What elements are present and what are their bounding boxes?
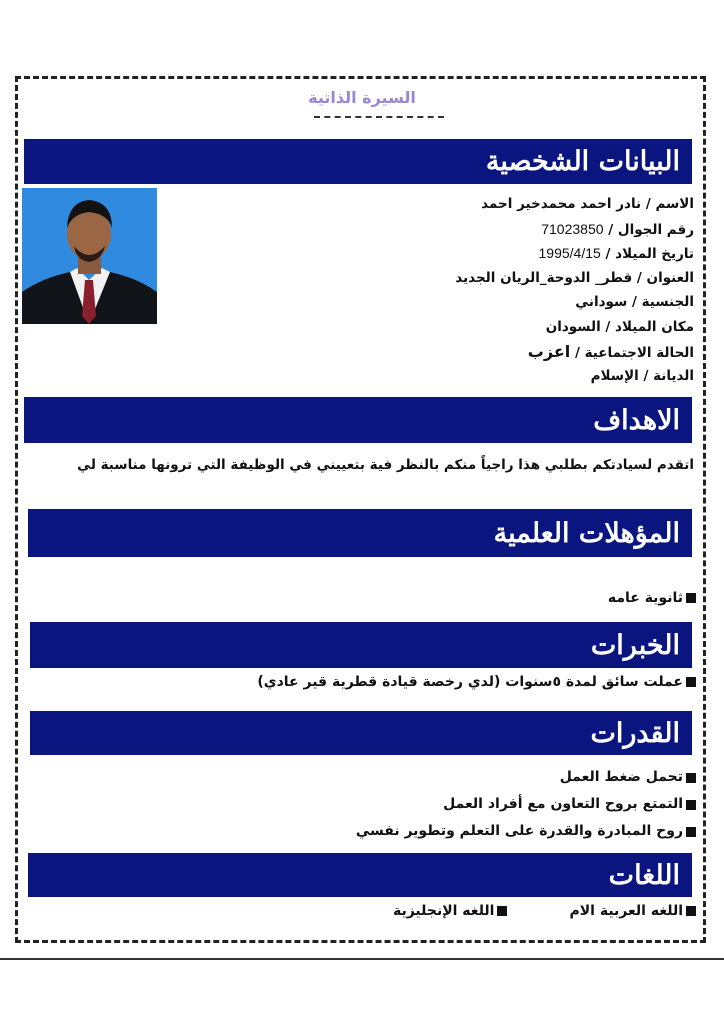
abilities-list	[356, 764, 696, 845]
qualifications-list	[608, 590, 696, 606]
section-experience-title: الخبرات	[590, 629, 680, 661]
section-qualifications-header	[28, 509, 692, 557]
info-nationality: الجنسية / سوداني	[575, 294, 694, 311]
section-languages-header	[28, 853, 692, 897]
list-item: اللغه العربية الام	[569, 903, 696, 919]
bottom-divider	[0, 958, 724, 960]
info-religion: الديانة / الإسلام	[590, 368, 694, 385]
title-underline	[314, 116, 444, 118]
section-abilities-title: القدرات	[590, 717, 680, 749]
languages-list	[393, 903, 696, 919]
list-item: ثانوية عامه	[608, 590, 696, 606]
info-birthdate: تاريخ الميلاد / 1995/4/15	[538, 245, 694, 263]
info-phone: رقم الجوال / 71023850	[541, 220, 694, 238]
bullet-square-icon	[686, 593, 696, 603]
section-personal-header	[24, 139, 692, 184]
list-item: اللغه الإنجليزية	[393, 903, 508, 919]
experience-list	[257, 674, 696, 690]
section-experience-header	[30, 622, 692, 668]
personal-info-list	[455, 192, 694, 389]
section-abilities-header	[30, 711, 692, 755]
list-item: عملت سائق لمدة ٥سنوات (لدي رخصة قيادة قطرية قير عادي)	[257, 674, 696, 690]
portrait-icon	[22, 188, 157, 324]
section-qualifications-title: المؤهلات العلمية	[493, 517, 680, 549]
goals-text: اتقدم لسيادتكم بطلبي هذا راجياً منكم بالنظر فية بتعييني في الوظيفة التي ترونها مناسبة لي	[77, 457, 694, 473]
list-item: التمتع بروح التعاون مع أفراد العمل	[356, 791, 696, 818]
bullet-square-icon	[686, 800, 696, 810]
bullet-square-icon	[686, 773, 696, 783]
section-goals-header	[24, 397, 692, 443]
profile-photo	[22, 188, 157, 324]
list-item: تحمل ضغط العمل	[356, 764, 696, 791]
info-address: العنوان / قطر_ الدوحة_الريان الجديد	[455, 269, 694, 286]
info-birthplace: مكان الميلاد / السودان	[545, 318, 694, 335]
info-marital-status: الحالة الاجتماعية / اعزب	[527, 341, 694, 361]
section-languages-title: اللغات	[608, 859, 680, 891]
list-item: روح المبادرة والقدرة على التعلم وتطوير نفسي	[356, 818, 696, 845]
bullet-square-icon	[686, 906, 696, 916]
section-personal-title: البيانات الشخصية	[485, 146, 680, 177]
bullet-square-icon	[686, 677, 696, 687]
bullet-square-icon	[497, 906, 507, 916]
info-name: الاسم / نادر احمد محمدخير احمد	[481, 196, 694, 212]
document-title: السيرة الذاتية	[308, 88, 416, 107]
bullet-square-icon	[686, 827, 696, 837]
section-goals-title: الاهداف	[593, 404, 680, 436]
